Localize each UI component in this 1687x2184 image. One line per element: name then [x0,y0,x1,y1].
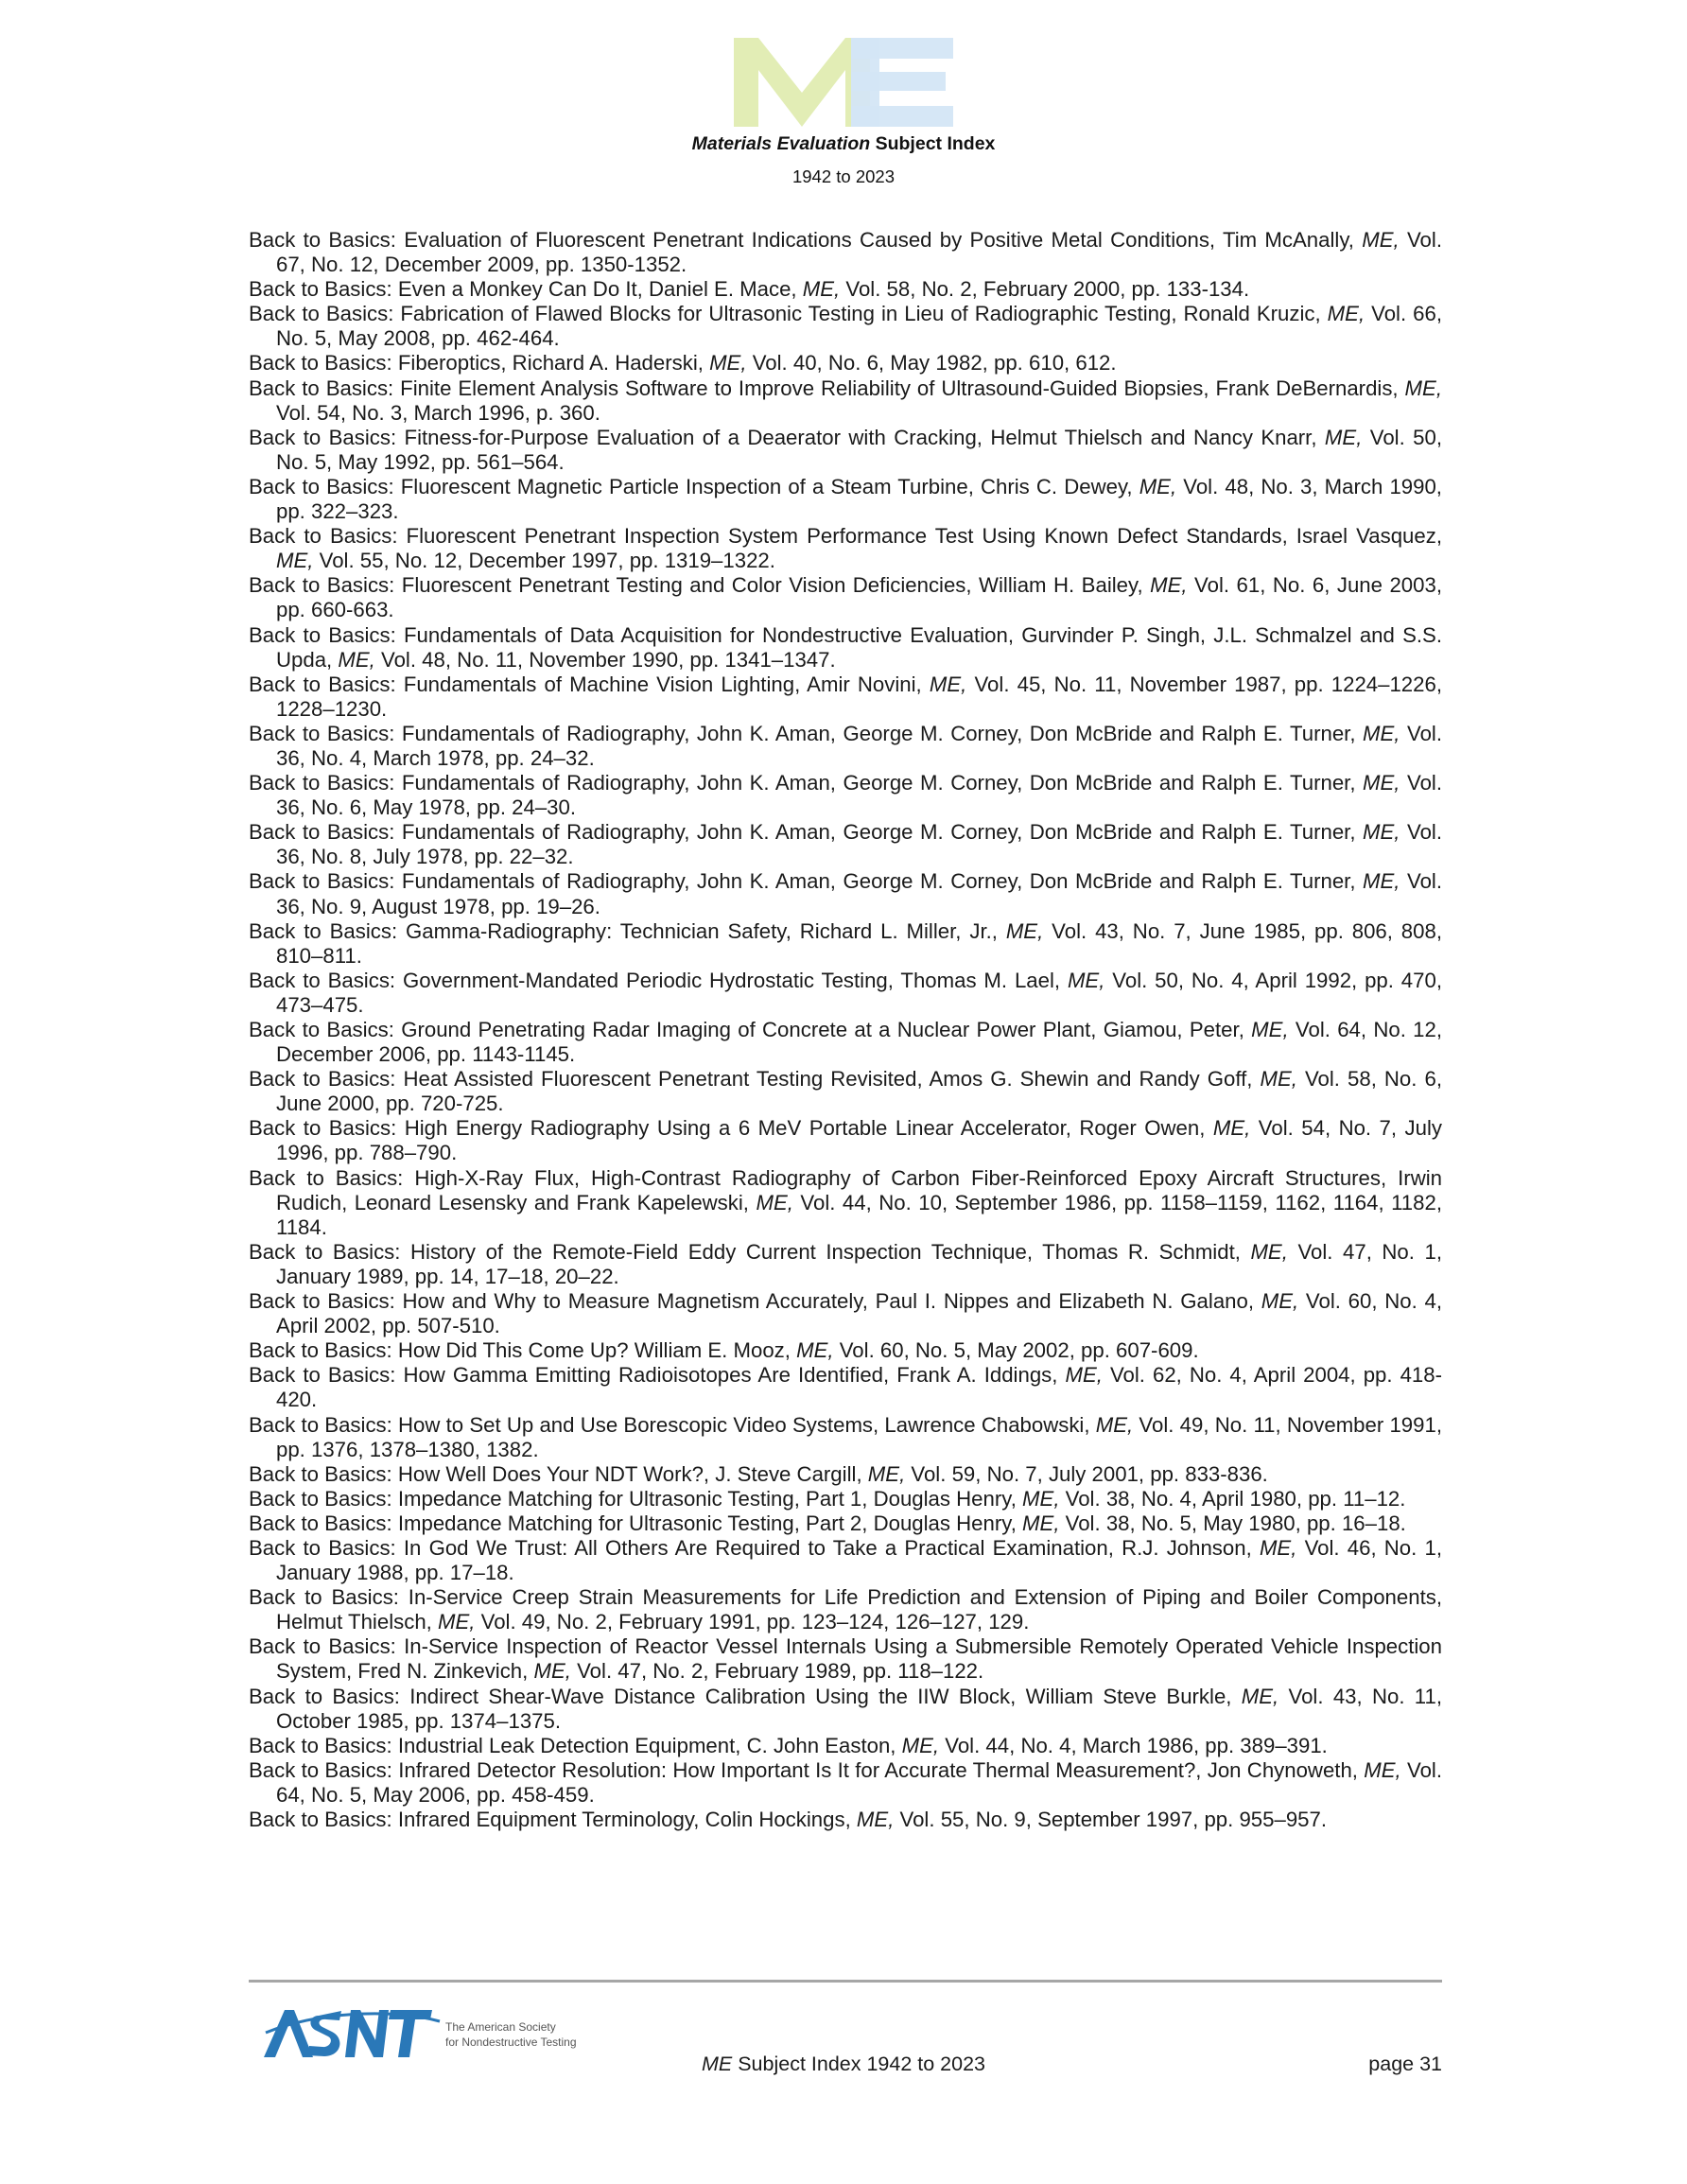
entry-issue-details: Vol. 43, No. 7, June 1985, pp. 806, 808, 810–811. [276,918,1442,968]
asnt-org-line2: for Nondestructive Testing [445,2035,577,2049]
entry-issue-details: Vol. 49, No. 2, February 1991, pp. 123–124, 126–127, 129. [475,1610,1030,1634]
entry-citation: Back to Basics: Evaluation of Fluorescent Penetrant Indications Caused by Positive Metal Conditions, Tim McAnally, [249,228,1363,252]
index-entry [249,475,1442,524]
index-entry [249,1067,1442,1116]
entry-citation: Back to Basics: In God We Trust: All Others Are Required to Take a Practical Examination, R.J. Johnson, [249,1535,1260,1560]
entry-citation: Back to Basics: How Did This Come Up? William E. Mooz, [249,1338,797,1363]
entry-citation: Back to Basics: How Gamma Emitting Radioisotopes Are Identified, Frank A. Iddings, [249,1363,1066,1388]
entry-journal: ME, [1067,968,1105,992]
index-entry [249,1685,1442,1734]
index-entries [249,228,1442,1832]
entry-citation: Back to Basics: Fundamentals of Radiography, John K. Aman, George M. Corney, Don McBride and Ralph E. Turner, [249,721,1364,745]
index-entry [249,969,1442,1018]
entry-issue-details: Vol. 48, No. 11, November 1990, pp. 1341–1347. [374,647,836,672]
entry-journal: ME, [1250,1239,1288,1264]
entry-citation: Back to Basics: Government-Mandated Periodic Hydrostatic Testing, Thomas M. Lael, [249,968,1068,992]
index-entry [249,426,1442,475]
entry-journal: ME, [1251,1018,1289,1041]
entry-issue-details: Vol. 48, No. 3, March 1990, pp. 322–323. [276,474,1442,524]
entry-journal: ME, [1363,721,1400,745]
entry-issue-details: Vol. 58, No. 2, February 2000, pp. 133-134. [840,277,1250,302]
entry-journal: ME, [533,1659,571,1684]
entry-citation: Back to Basics: Fluorescent Penetrant Inspection System Performance Test Using Known Defect Standards, Israel Vasquez, [249,524,1442,549]
entry-journal: ME, [1212,1116,1251,1141]
header-title [0,133,1687,155]
entry-journal: ME, [1363,820,1400,845]
entry-journal: ME, [901,1733,940,1757]
header-title-rest: Subject Index [870,133,996,154]
index-entry [249,351,1442,376]
index-entry [249,376,1442,426]
index-entry [249,1758,1442,1808]
index-entry [249,1511,1442,1536]
entry-issue-details: Vol. 58, No. 6, June 2000, pp. 720-725. [276,1067,1442,1116]
entry-citation: Back to Basics: Fitness-for-Purpose Evaluation of a Deaerator with Cracking, Helmut Thielsch and Nancy Knarr, [249,425,1325,449]
entry-journal: ME, [276,549,314,573]
entry-issue-details: Vol. 64, No. 5, May 2006, pp. 458-459. [276,1757,1443,1807]
entry-journal: ME, [1139,474,1177,498]
entry-issue-details: Vol. 44, No. 10, September 1986, pp. 1158–1159, 1162, 1164, 1182, 1184. [276,1190,1442,1239]
index-entry [249,524,1442,573]
entry-journal: ME, [1363,869,1400,894]
entry-issue-details: Vol. 60, No. 5, May 2002, pp. 607-609. [833,1338,1199,1363]
index-entry [249,1338,1442,1363]
entry-journal: ME, [1095,1412,1134,1437]
entry-citation: Back to Basics: Infrared Detector Resolution: How Important Is It for Accurate Thermal Measurement?, Jon Chynoweth, [249,1757,1365,1782]
asnt-org-line1: The American Society [445,2020,556,2034]
entry-journal: ME, [856,1808,895,1831]
entry-citation: Back to Basics: Impedance Matching for Ultrasonic Testing, Part 1, Douglas Henry, [249,1486,1023,1511]
entry-journal: ME, [1363,771,1400,795]
entry-issue-details: Vol. 36, No. 6, May 1978, pp. 24–30. [276,771,1443,820]
me-logo [734,38,953,127]
entry-journal: ME, [1324,425,1363,449]
entry-issue-details: Vol. 54, No. 3, March 1996, p. 360. [276,400,600,425]
entry-issue-details: Vol. 36, No. 4, March 1978, pp. 24–32. [276,721,1443,770]
entry-journal: ME, [1005,918,1044,943]
entry-citation: Back to Basics: High Energy Radiography Using a 6 MeV Portable Linear Accelerator, Roger Owen, [249,1116,1213,1141]
entry-citation: Back to Basics: Fundamentals of Radiography, John K. Aman, George M. Corney, Don McBride and Ralph E. Turner, [249,771,1364,795]
entry-citation: Back to Basics: Gamma-Radiography: Technician Safety, Richard L. Miller, Jr., [249,918,1006,943]
page-number: page 31 [1368,2053,1442,2075]
entry-citation: Back to Basics: Fabrication of Flawed Blocks for Ultrasonic Testing in Lieu of Radiographic Testing, Ronald Kruzic, [249,302,1328,326]
index-entry [249,1634,1442,1684]
entry-issue-details: Vol. 50, No. 4, April 1992, pp. 470, 473–475. [276,968,1442,1017]
entry-citation: Back to Basics: In-Service Inspection of Reactor Vessel Internals Using a Submersible Remotely Operated Vehicle Inspection System, Fred N. Zinkevich, [249,1634,1442,1684]
entry-journal: ME, [1241,1684,1279,1708]
entry-journal: ME, [1022,1511,1060,1535]
entry-citation: Back to Basics: Ground Penetrating Radar Imaging of Concrete at a Nuclear Power Plant, Giamou, Peter, [249,1018,1252,1041]
entry-issue-details: Vol. 61, No. 6, June 2003, pp. 660-663. [276,573,1442,622]
entry-issue-details: Vol. 44, No. 4, March 1986, pp. 389–391. [939,1733,1328,1757]
entry-citation: Back to Basics: Fundamentals of Radiography, John K. Aman, George M. Corney, Don McBride and Ralph E. Turner, [249,820,1364,845]
entry-citation: Back to Basics: Finite Element Analysis Software to Improve Reliability of Ultrasound-Guided Biopsies, Frank DeBernardis, [249,376,1405,400]
index-entry [249,277,1442,302]
header-title-italic: Materials Evaluation [691,133,871,154]
index-entry [249,573,1442,622]
index-entry [249,820,1442,869]
entry-issue-details: Vol. 45, No. 11, November 1987, pp. 1224–1226, 1228–1230. [276,672,1442,721]
index-entry [249,1413,1442,1462]
entry-citation: Back to Basics: How to Set Up and Use Borescopic Video Systems, Lawrence Chabowski, [249,1412,1096,1437]
entry-citation: Back to Basics: Fluorescent Penetrant Testing and Color Vision Deficiencies, William H. Bailey, [249,573,1151,598]
entry-journal: ME, [929,672,967,696]
entry-citation: Back to Basics: Industrial Leak Detection Equipment, C. John Easton, [249,1733,902,1757]
entry-issue-details: Vol. 49, No. 11, November 1991, pp. 1376, 1378–1380, 1382. [276,1412,1442,1461]
entry-issue-details: Vol. 36, No. 9, August 1978, pp. 19–26. [276,869,1443,918]
entry-journal: ME, [1362,228,1400,252]
index-entry [249,1240,1442,1289]
index-entry [249,1289,1442,1338]
entry-citation: Back to Basics: Even a Monkey Can Do It, Daniel E. Mace, [249,277,803,302]
index-entry [249,722,1442,771]
footer-index-italic: ME [701,2053,733,2075]
index-entry [249,771,1442,820]
entry-citation: Back to Basics: Fluorescent Magnetic Particle Inspection of a Steam Turbine, Chris C. Dewey, [249,474,1139,498]
entry-citation: Back to Basics: Infrared Equipment Terminology, Colin Hockings, [249,1808,857,1831]
index-entry [249,1536,1442,1585]
entry-citation: Back to Basics: Fundamentals of Data Acquisition for Nondestructive Evaluation, Gurvinder P. Singh, J.L. Schmalzel and S.S. Upda, [249,622,1442,672]
index-entry [249,1116,1442,1165]
index-entry [249,1585,1442,1634]
entry-journal: ME, [796,1338,834,1363]
index-entry [249,1734,1442,1758]
entry-journal: ME, [756,1190,793,1214]
entry-issue-details: Vol. 64, No. 12, December 2006, pp. 1143-1145. [276,1018,1442,1067]
entry-issue-details: Vol. 38, No. 5, May 1980, pp. 16–18. [1059,1511,1406,1535]
index-entry [249,1808,1442,1832]
entry-issue-details: Vol. 46, No. 1, January 1988, pp. 17–18. [276,1535,1443,1585]
entry-citation: Back to Basics: Impedance Matching for Ultrasonic Testing, Part 2, Douglas Henry, [249,1511,1023,1535]
entry-citation: Back to Basics: Heat Assisted Fluorescent Penetrant Testing Revisited, Amos G. Shewin and Randy Goff, [249,1067,1261,1092]
entry-issue-details: Vol. 47, No. 1, January 1989, pp. 14, 17–18, 20–22. [276,1239,1442,1288]
index-entry [249,623,1442,673]
index-entry [249,302,1442,351]
entry-issue-details: Vol. 67, No. 12, December 2009, pp. 1350-1352. [276,228,1442,277]
entry-journal: ME, [867,1461,906,1486]
entry-journal: ME, [1404,376,1442,400]
entry-issue-details: Vol. 55, No. 9, September 1997, pp. 955–957. [894,1808,1327,1831]
entry-journal: ME, [1259,1535,1297,1560]
entry-citation: Back to Basics: How and Why to Measure Magnetism Accurately, Paul I. Nippes and Elizabeth N. Galano, [249,1289,1261,1314]
index-entry [249,228,1442,277]
entry-journal: ME, [1065,1363,1103,1388]
entry-issue-details: Vol. 60, No. 4, April 2002, pp. 507-510. [276,1289,1443,1338]
index-entry [249,919,1442,969]
index-entry [249,1166,1442,1240]
entry-citation: Back to Basics: How Well Does Your NDT Work?, J. Steve Cargill, [249,1461,868,1486]
entry-journal: ME, [709,351,747,376]
entry-issue-details: Vol. 66, No. 5, May 2008, pp. 462-464. [276,302,1442,351]
index-entry [249,869,1442,918]
entry-citation: Back to Basics: Fundamentals of Machine Vision Lighting, Amir Novini, [249,672,930,696]
header-subtitle: 1942 to 2023 [791,166,896,186]
entry-citation: Back to Basics: Indirect Shear-Wave Distance Calibration Using the IIW Block, William Steve Burkle, [249,1684,1242,1708]
entry-journal: ME, [338,647,375,672]
entry-issue-details: Vol. 36, No. 8, July 1978, pp. 22–32. [276,820,1443,869]
entry-issue-details: Vol. 40, No. 6, May 1982, pp. 610, 612. [746,351,1117,376]
entry-journal: ME, [1150,573,1188,598]
entry-journal: ME, [438,1610,476,1634]
entry-citation: Back to Basics: High-X-Ray Flux, High-Contrast Radiography of Carbon Fiber-Reinforced Epoxy Aircraft Structures, Irwin Rudich, Leonard Lesensky and Frank Kapelewski, [249,1165,1442,1214]
entry-issue-details: Vol. 59, No. 7, July 2001, pp. 833-836. [905,1461,1268,1486]
entry-issue-details: Vol. 43, No. 11, October 1985, pp. 1374–1375. [276,1684,1443,1733]
index-entry [249,1018,1442,1067]
entry-journal: ME, [1260,1067,1297,1092]
entry-journal: ME, [1261,1289,1299,1314]
entry-issue-details: Vol. 50, No. 5, May 1992, pp. 561–564. [276,425,1442,474]
entry-journal: ME, [1364,1757,1401,1782]
footer-divider [249,1980,1442,1983]
footer-index-rest: Subject Index 1942 to 2023 [732,2053,985,2075]
entry-citation: Back to Basics: History of the Remote-Field Eddy Current Inspection Technique, Thomas R. Schmidt, [249,1239,1251,1264]
entry-issue-details: Vol. 55, No. 12, December 1997, pp. 1319–1322. [313,549,775,573]
index-entry [249,1462,1442,1487]
entry-citation: Back to Basics: Fiberoptics, Richard A. Haderski, [249,351,710,376]
index-entry [249,673,1442,722]
entry-journal: ME, [1022,1486,1060,1511]
index-entry [249,1487,1442,1511]
entry-issue-details: Vol. 54, No. 7, July 1996, pp. 788–790. [276,1116,1442,1165]
index-entry [249,1363,1442,1412]
entry-issue-details: Vol. 38, No. 4, April 1980, pp. 11–12. [1059,1486,1406,1511]
entry-citation: Back to Basics: In-Service Creep Strain Measurements for Life Prediction and Extension of Piping and Boiler Components, Helmut Thielsch, [249,1585,1442,1634]
entry-journal: ME, [802,277,841,302]
entry-journal: ME, [1327,302,1365,326]
entry-issue-details: Vol. 62, No. 4, April 2004, pp. 418-420. [276,1363,1442,1412]
entry-issue-details: Vol. 47, No. 2, February 1989, pp. 118–122. [570,1659,984,1684]
entry-citation: Back to Basics: Fundamentals of Radiography, John K. Aman, George M. Corney, Don McBride and Ralph E. Turner, [249,869,1364,894]
